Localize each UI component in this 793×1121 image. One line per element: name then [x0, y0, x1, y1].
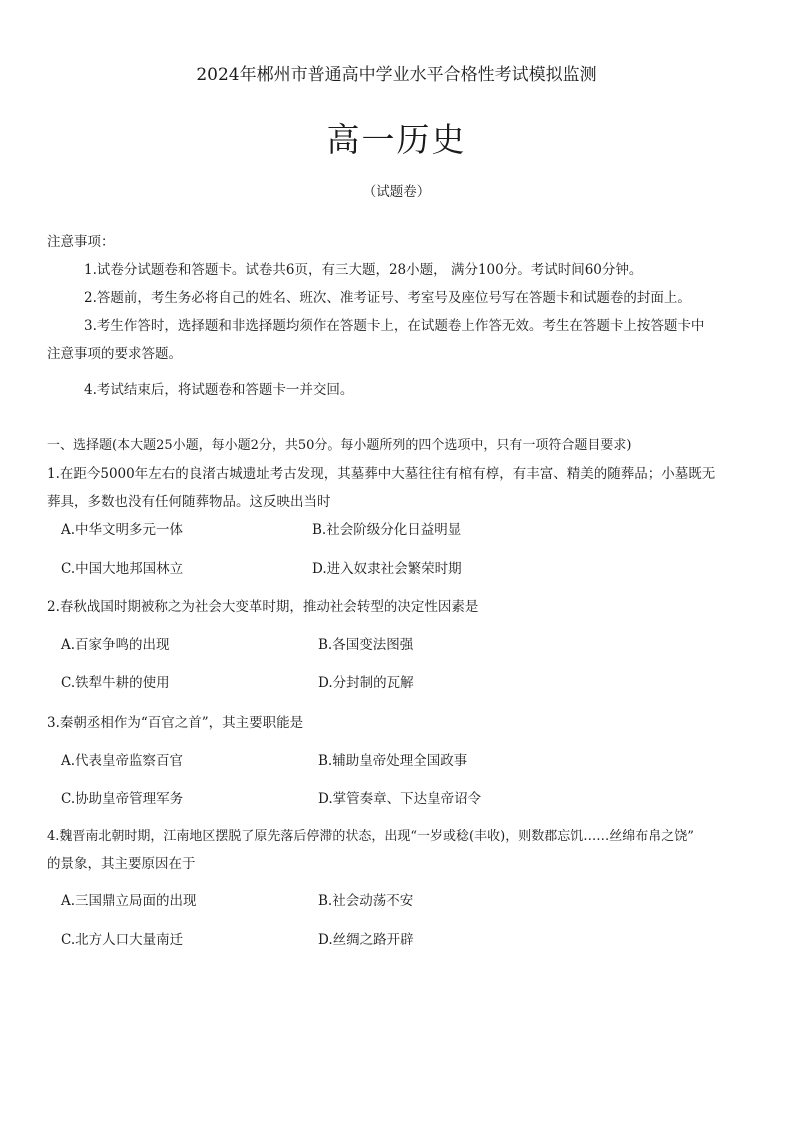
- notice-item-3-line-1: 3.考生作答时，选择题和非选择题均须作在答题卡上，在试题卷上作答无效。考生在答题卡上按答题卡中: [84, 318, 705, 334]
- question-2-line-1: 2.春秋战国时期被称之为社会大变革时期，推动社会转型的决定性因素是: [47, 599, 479, 615]
- notice-item-1: 1.试卷分试题卷和答题卡。试卷共6页，有三大题，28小题， 满分100分。考试时间60分钟。: [84, 262, 643, 278]
- question-1-option-a: A.中华文明多元一体: [61, 522, 184, 538]
- question-4-option-b: B.社会动荡不安: [318, 893, 414, 909]
- paper-type-label: （试题卷）: [362, 184, 431, 200]
- question-3-option-c: C.协助皇帝管理军务: [61, 791, 184, 807]
- question-1-option-b: B.社会阶级分化日益明显: [312, 522, 462, 538]
- question-3-line-1: 3.秦朝丞相作为“百官之首”，其主要职能是: [47, 715, 304, 731]
- question-2-option-c: C.铁犁牛耕的使用: [61, 675, 170, 691]
- question-4-option-d: D.丝绸之路开辟: [318, 932, 414, 948]
- question-3-option-d: D.掌管奏章、下达皇帝诏令: [318, 791, 482, 807]
- notice-heading: 注意事项：: [47, 234, 115, 250]
- question-4-line-2: 的景象，其主要原因在于: [47, 856, 196, 872]
- question-3-option-a: A.代表皇帝监察百官: [61, 753, 184, 769]
- question-2-option-a: A.百家争鸣的出现: [61, 637, 170, 653]
- section-1-heading: 一、选择题(本大题25小题，每小题2分，共50分。每小题所列的四个选项中，只有一项符合题目要求): [47, 438, 632, 453]
- question-2-option-d: D.分封制的瓦解: [318, 675, 414, 691]
- question-1-option-c: C.中国大地邦国林立: [61, 561, 184, 577]
- question-4-line-1: 4.魏晋南北朝时期，江南地区摆脱了原先落后停滞的状态，出现“一岁或稔(丰收)，则数郡忘饥……丝绵布帛之饶”: [47, 829, 694, 844]
- question-1-line-2: 葬具，多数也没有任何随葬物品。这反映出当时: [47, 494, 331, 510]
- question-1-line-1: 1.在距今5000年左右的良渚古城遗址考古发现，其墓葬中大墓往往有棺有椁，有丰富、精美的随葬品；小墓既无: [47, 466, 716, 482]
- exam-header-title: 2024年郴州市普通高中学业水平合格性考试模拟监测: [196, 65, 597, 85]
- question-1-option-d: D.进入奴隶社会繁荣时期: [312, 561, 462, 577]
- notice-item-2: 2.答题前，考生务必将自己的姓名、班次、准考证号、考室号及座位号写在答题卡和试题卷的封面上。: [84, 290, 691, 306]
- question-2-option-b: B.各国变法图强: [318, 637, 414, 653]
- notice-item-3-line-2: 注意事项的要求答题。: [47, 346, 182, 362]
- question-4-option-a: A.三国鼎立局面的出现: [61, 893, 197, 909]
- question-4-option-c: C.北方人口大量南迁: [61, 932, 184, 948]
- question-3-option-b: B.辅助皇帝处理全国政事: [318, 753, 468, 769]
- subject-title: 高一历史: [326, 120, 467, 159]
- notice-item-4: 4.考试结束后，将试题卷和答题卡一并交回。: [84, 382, 354, 398]
